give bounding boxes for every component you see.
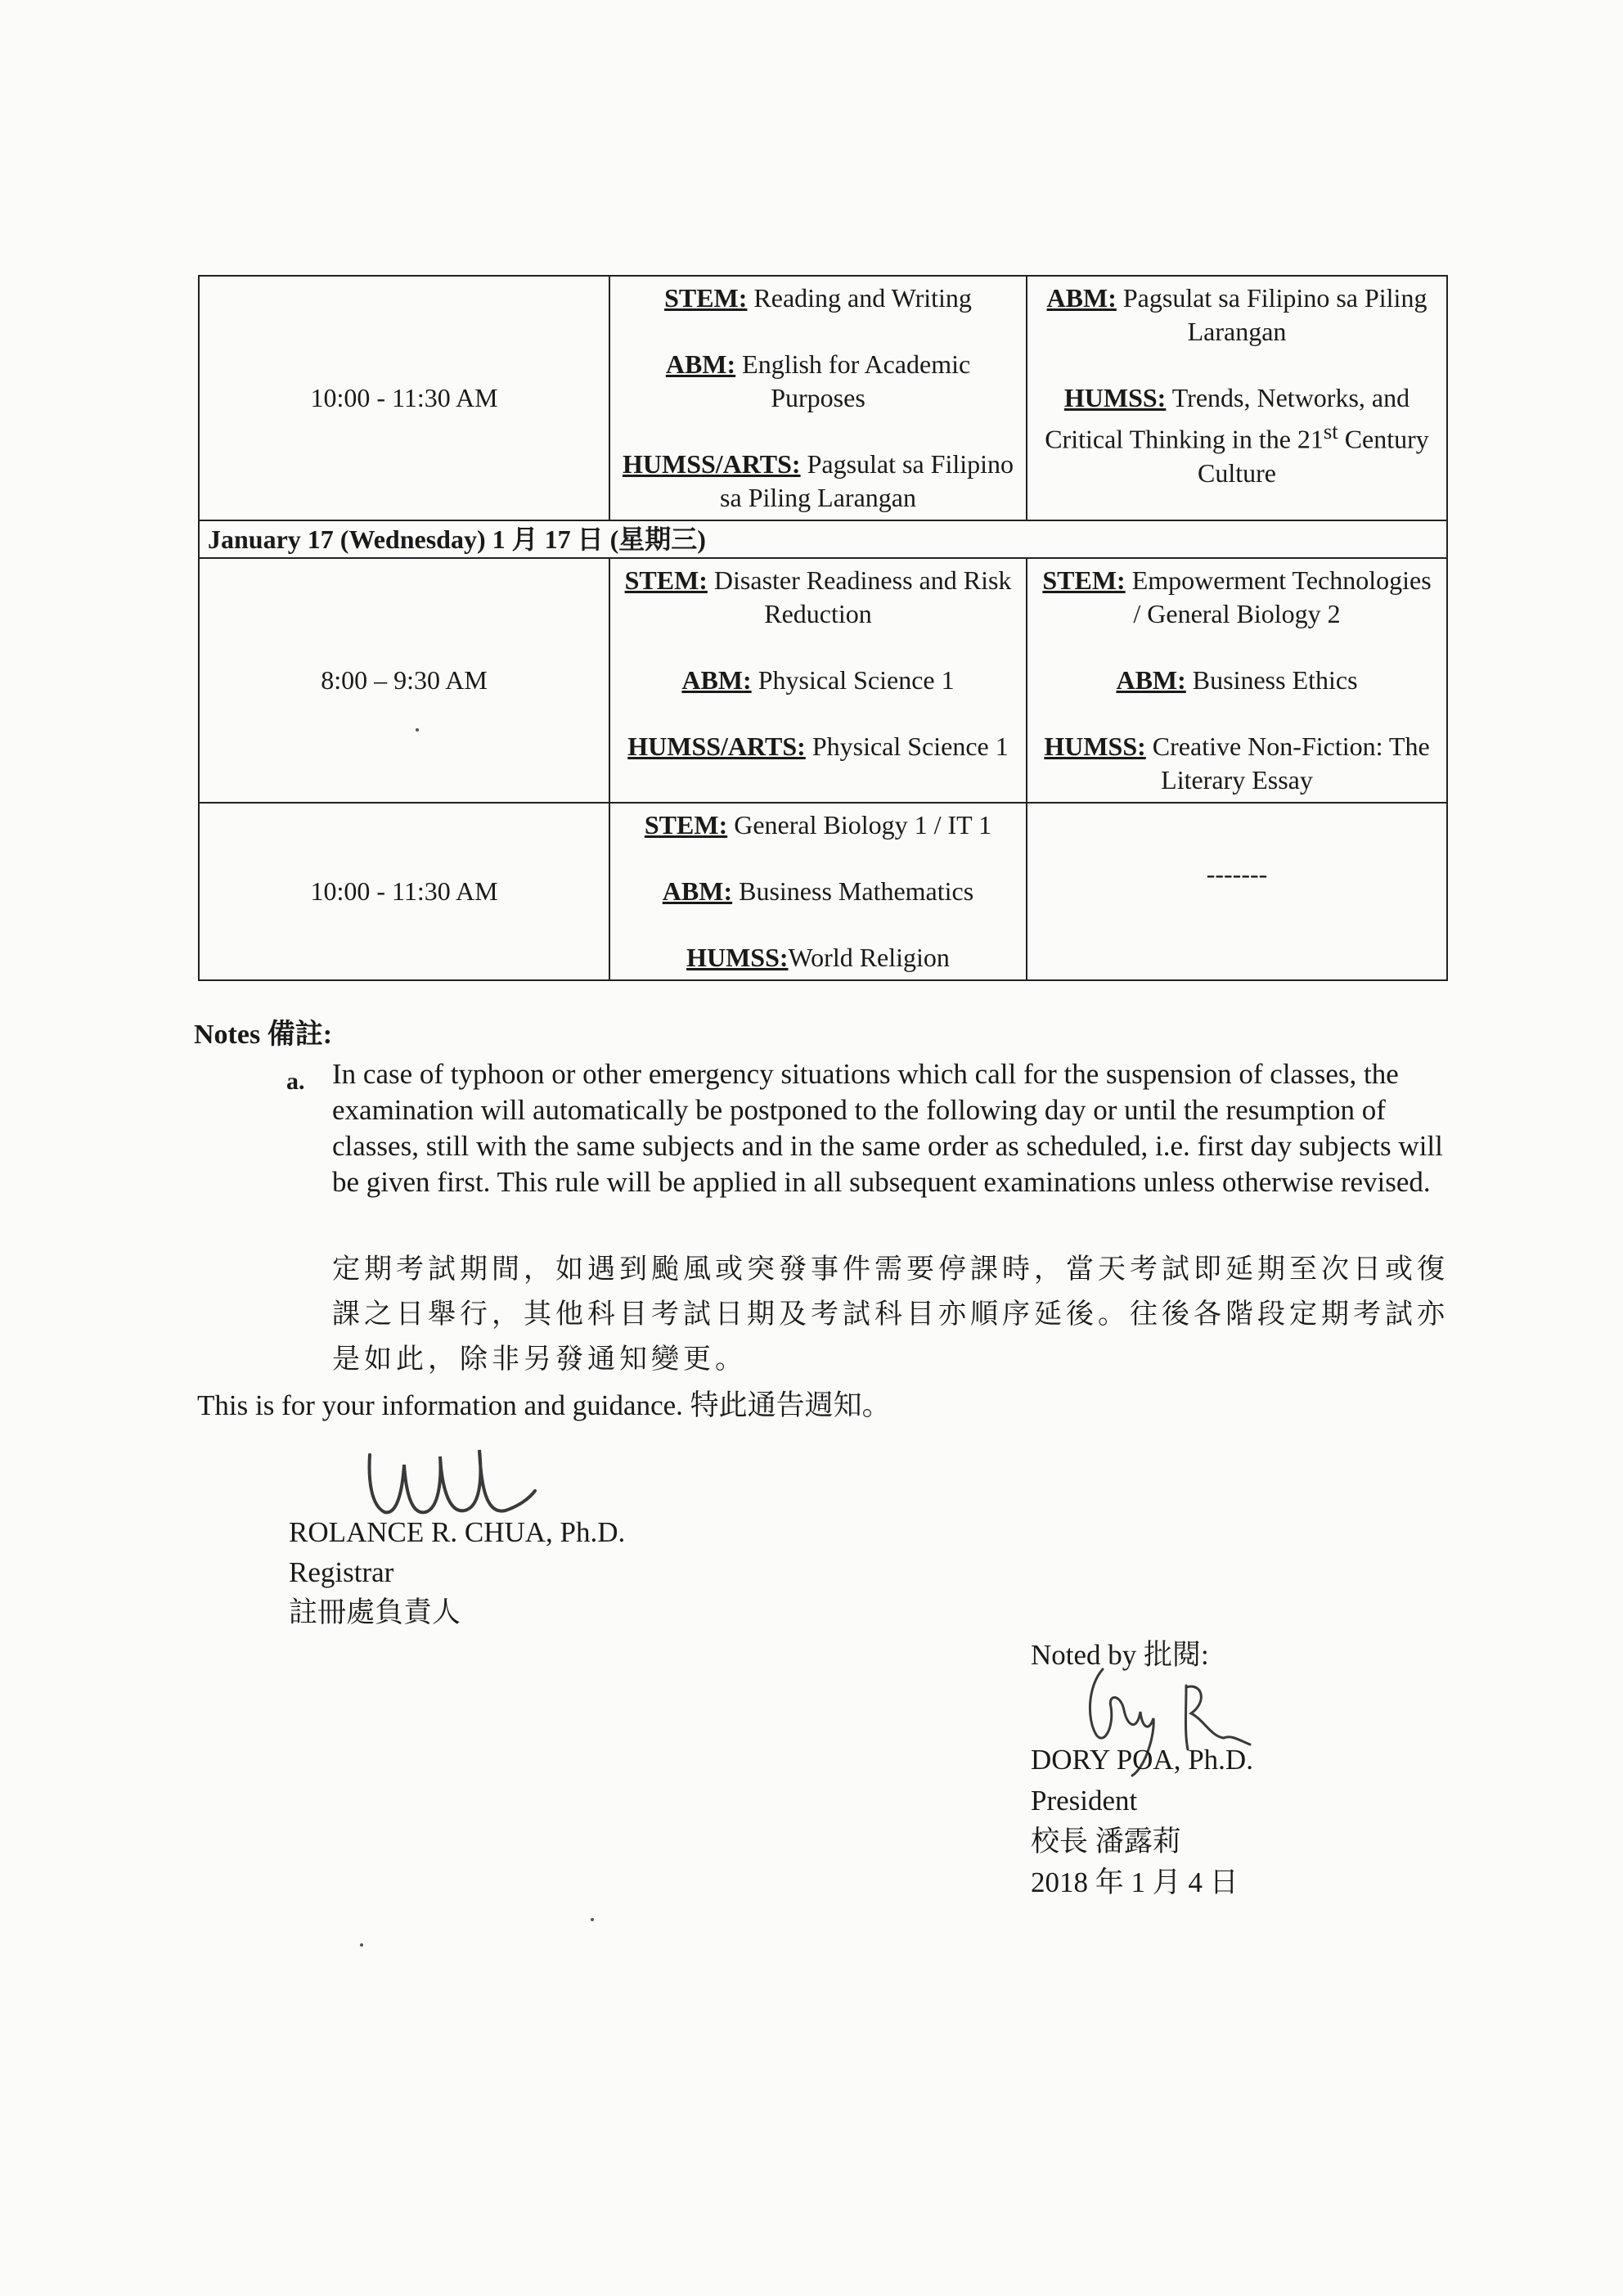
- date-header-cell: January 17 (Wednesday) 1 月 17 日 (星期三): [199, 520, 1447, 558]
- subject-entry: [618, 875, 1018, 908]
- subjects-cell-2: [1027, 276, 1447, 520]
- noted-by-label: Noted by 批閱:: [1031, 1639, 1209, 1671]
- track-tag: ABM:: [662, 876, 733, 906]
- president-name: DORY POA, Ph.D.: [1031, 1744, 1253, 1776]
- note-item-label: a.: [286, 1068, 305, 1095]
- scan-speck: [360, 1943, 363, 1947]
- subject-entry: [1036, 664, 1438, 697]
- registrar-title: Registrar: [289, 1556, 394, 1588]
- time-slot-cell: 10:00 - 11:30 AM: [199, 803, 609, 980]
- track-tag: ABM:: [1046, 283, 1117, 313]
- president-title: President: [1031, 1785, 1138, 1817]
- note-chinese-text: 定期考試期間，如遇到颱風或突發事件需要停課時，當天考試即延期至次日或復課之日舉行，其他科目考試日期及考試科目亦順序延後。往後各階段定期考試亦是如此，除非另發通知變更。: [332, 1254, 1449, 1375]
- subject-entry: [618, 448, 1018, 515]
- subject-text: Business Ethics: [1185, 665, 1358, 695]
- subjects-cell-2: [1027, 558, 1447, 803]
- subjects-cell-1: [609, 558, 1027, 803]
- subject-entry: [1036, 381, 1438, 490]
- time-slot-cell: 10:00 - 11:30 AM: [199, 276, 609, 520]
- track-tag: HUMSS:: [1063, 383, 1167, 412]
- subject-text: Physical Science 1: [805, 732, 1009, 761]
- track-tag: HUMSS:: [686, 943, 789, 972]
- notes-heading: Notes 備註:: [194, 1020, 333, 1050]
- subject-text: English for Academic Purposes: [735, 349, 971, 412]
- subject-text: Trends, Networks, and Critical Thinking in the 21: [1045, 383, 1410, 454]
- track-tag: HUMSS:: [1044, 732, 1146, 761]
- subject-entry: [618, 281, 1018, 315]
- subject-text: Physical Science 1: [751, 665, 955, 695]
- registrar-name: ROLANCE R. CHUA, Ph.D.: [289, 1516, 626, 1548]
- subject-text: Pagsulat sa Filipino sa Piling Larangan: [720, 449, 1014, 512]
- schedule-row: [199, 520, 1447, 558]
- subject-entry: [618, 348, 1018, 415]
- track-tag: STEM:: [644, 810, 728, 840]
- president-title-zh: 校長 潘露莉: [1031, 1826, 1181, 1857]
- subject-entry: [618, 564, 1018, 631]
- subject-entry: [1036, 281, 1438, 349]
- subject-text: General Biology 1 / IT 1: [727, 810, 992, 840]
- subject-entry: [1036, 730, 1438, 797]
- subject-entry: [1036, 564, 1438, 631]
- note-english-text: In case of typhoon or other emergency situations which call for the suspension of classes, the examination will automatically be postponed to the following day or until the resumption of classes, still with the same subjects and in the same order as scheduled, i.e. first day subjects will be given first. This rule will be applied in all subsequent examinations unless otherwise revised.: [332, 1058, 1443, 1198]
- subject-text: World Religion: [788, 943, 950, 972]
- scan-speck: [416, 728, 419, 732]
- subject-entry: [618, 941, 1018, 975]
- track-tag: HUMSS/ARTS:: [622, 449, 801, 479]
- time-slot-cell: 8:00 – 9:30 AM: [199, 558, 609, 803]
- info-line: This is for your information and guidance. 特此通告週知。: [197, 1389, 891, 1421]
- subject-text: Pagsulat sa Filipino sa Piling Larangan: [1116, 283, 1427, 346]
- subject-text: Business Mathematics: [732, 876, 974, 906]
- subjects-cell-1: [609, 276, 1027, 520]
- registrar-block: [289, 1512, 625, 1632]
- track-tag: STEM:: [664, 283, 748, 313]
- registrar-title-zh: 註冊處負責人: [289, 1596, 461, 1628]
- track-tag: ABM:: [1116, 665, 1186, 695]
- subject-text: Century Culture: [1198, 424, 1429, 488]
- track-tag: HUMSS/ARTS:: [627, 732, 806, 761]
- subjects-cell-1: [609, 803, 1027, 980]
- track-tag: STEM:: [624, 565, 708, 595]
- subject-text: Reading and Writing: [747, 283, 972, 313]
- schedule-row: [199, 558, 1447, 803]
- track-tag: ABM:: [665, 349, 736, 379]
- subject-entry: [618, 664, 1018, 697]
- track-tag: ABM:: [681, 665, 752, 695]
- subject-text: Disaster Readiness and Risk Reduction: [707, 565, 1012, 628]
- subject-text: Empowerment Technologies / General Biology 2: [1125, 565, 1432, 628]
- notice-date: 2018 年 1 月 4 日: [1031, 1866, 1239, 1898]
- schedule-row: [199, 803, 1447, 980]
- scan-speck: [591, 1918, 594, 1921]
- subjects-cell-2: [1027, 803, 1447, 980]
- subject-text: Creative Non-Fiction: The Literary Essay: [1145, 732, 1430, 795]
- ordinal-suffix: st: [1323, 419, 1338, 443]
- empty-dashes: -------: [1206, 859, 1268, 889]
- president-block: [1031, 1740, 1253, 1903]
- schedule-row: [199, 276, 1447, 520]
- exam-schedule-table: [198, 275, 1448, 981]
- subject-entry: [618, 808, 1018, 842]
- subject-entry: [618, 730, 1018, 763]
- track-tag: STEM:: [1042, 565, 1126, 595]
